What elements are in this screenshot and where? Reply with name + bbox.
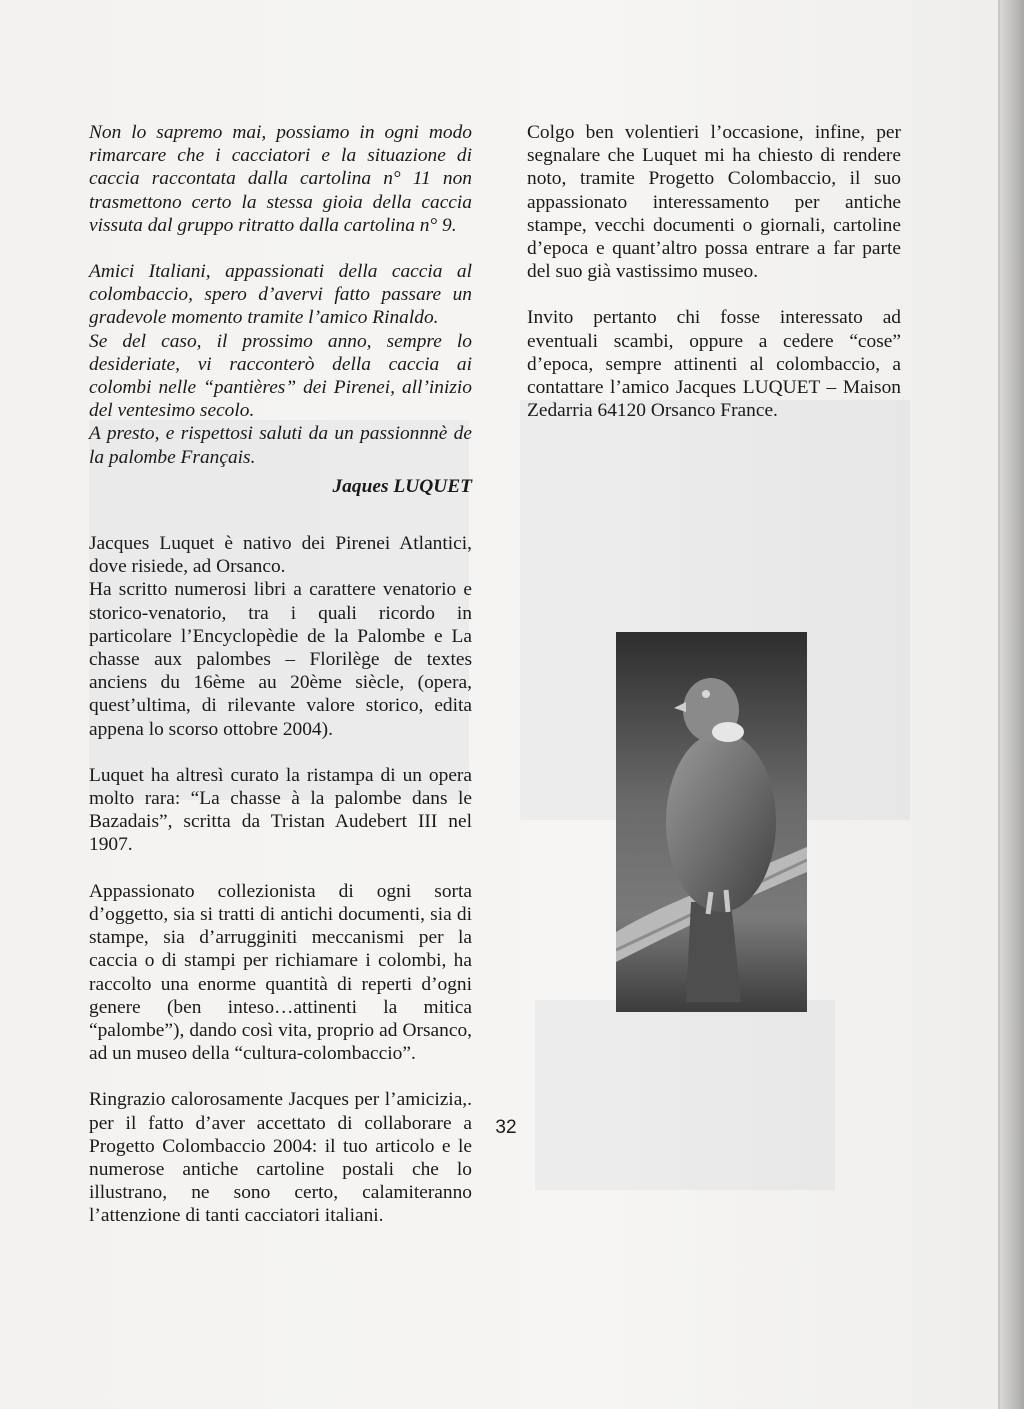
binding-spine xyxy=(1000,0,1024,1409)
right-column xyxy=(527,121,901,422)
page-number: 32 xyxy=(495,1117,517,1138)
author-signature: Jaques LUQUET xyxy=(332,475,472,497)
collezionista-paragraph: Appassionato collezionista di ogni sorta d’oggetto, sia si tratti di antichi documenti, sia di stampe, sia d’arrugginiti meccanismi per la caccia o di stampi per richiamare i colombi, ha raccolto una enorme quantità di reperti d’ogni genere (ben inteso…attinenti la mitica “palombe”), dando così vita, proprio ad Orsanco, ad un museo della “cultura-colombaccio”. xyxy=(89,880,472,1065)
bleed-through-bottom xyxy=(535,1000,835,1190)
pigeon-photo xyxy=(616,632,807,1012)
a-presto-paragraph: A presto, e rispettosi saluti da un passionnnè de la palombe Français. xyxy=(89,423,472,468)
left-column xyxy=(89,121,472,1228)
bio-paragraph-1: Jacques Luquet è nativo dei Pirenei Atlantici, dove risiede, ad Orsanco. xyxy=(89,533,472,578)
colgo-paragraph: Colgo ben volentieri l’occasione, infine, per segnalare che Luquet mi ha chiesto di rendere noto, tramite Progetto Colombaccio, il suo appassionato interessamento per antiche stampe, vecchi documenti o giornali, cartoline d’epoca e quant’altro possa entrare a far parte del suo già vastissimo museo. xyxy=(527,122,901,283)
invito-paragraph: Invito pertanto chi fosse interessato ad eventuali scambi, oppure a cedere “cose” d’epoca, sempre attinenti al colombaccio, a contattare l’amico Jacques LUQUET – Maison Zedarria 64120 Orsanco France. xyxy=(527,307,901,422)
ringrazio-paragraph: Ringrazio calorosamente Jacques per l’amicizia,. per il fatto d’aver accettato di collaborare a Progetto Colombaccio 2004: il tuo articolo e le numerose antiche cartoline postali che lo illustrano, ne sono certo, calamiteranno l’attenzione di tanti cacciatori italiani. xyxy=(89,1089,472,1227)
intro-paragraph: Non lo sapremo mai, possiamo in ogni modo rimarcare che i cacciatori e la situazione di caccia raccontata dalla cartolina n° 11 non trasmettono certo la stessa gioia della caccia vissuta dal gruppo ritratto dalla cartolina n° 9. xyxy=(89,122,472,236)
wood-pigeon-image xyxy=(616,632,807,1012)
amici-paragraph: Amici Italiani, appassionati della caccia al colombaccio, spero d’avervi fatto passare un gradevole momento tramite l’amico Rinaldo. xyxy=(89,261,472,329)
ristampa-paragraph: Luquet ha altresì curato la ristampa di un opera molto rara: “La chasse à la palombe dans le Bazadais”, scritta da Tristan Audebert III nel 1907. xyxy=(89,764,472,856)
se-del-caso-paragraph: Se del caso, il prossimo anno, sempre lo desideriate, vi racconterò della caccia ai colombi nelle “pantières” dei Pirenei, all’inizio del ventesimo secolo. xyxy=(89,330,472,422)
bio-paragraph-2: Ha scritto numerosi libri a carattere venatorio e storico-venatorio, tra i quali ricordo in particolare l’Encyclopèdie de la Palombe e La chasse aux palombes – Florilège de textes anciens du 16ème au 20ème siècle, (opera, quest’ultima, di rilevante valore storico, edita appena lo scorso ottobre 2004). xyxy=(89,579,472,740)
